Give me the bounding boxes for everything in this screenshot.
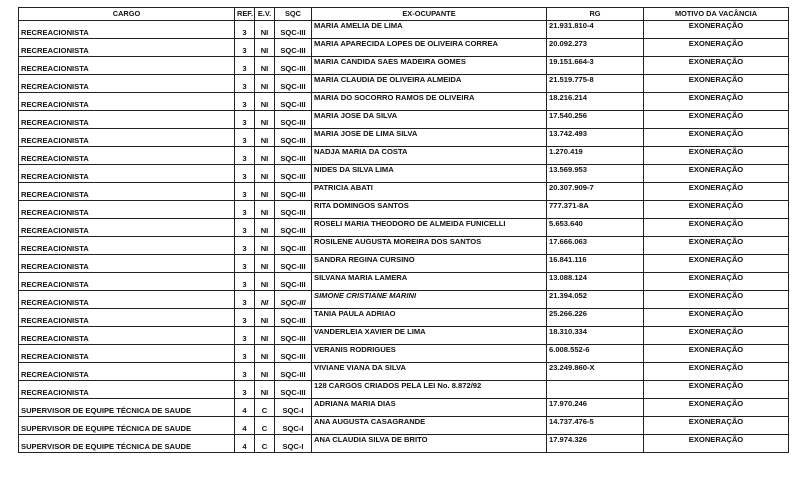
cell-cargo: RECREACIONISTA	[19, 309, 235, 327]
table-row	[19, 201, 789, 219]
cell-rg: 20.092.273	[547, 39, 644, 57]
table-row	[19, 237, 789, 255]
cell-cargo: RECREACIONISTA	[19, 147, 235, 165]
cell-cargo: RECREACIONISTA	[19, 165, 235, 183]
cell-ref: 3	[235, 165, 255, 183]
cell-rg: 17.666.063	[547, 237, 644, 255]
cell-ex-ocupante: MARIA DO SOCORRO RAMOS DE OLIVEIRA	[312, 93, 547, 111]
cell-ex-ocupante: ADRIANA MARIA DIAS	[312, 399, 547, 417]
cell-motivo: EXONERAÇÃO	[644, 129, 789, 147]
cell-motivo: EXONERAÇÃO	[644, 57, 789, 75]
table-row	[19, 39, 789, 57]
cell-cargo: RECREACIONISTA	[19, 183, 235, 201]
cell-sqc: SQC-III	[275, 183, 312, 201]
cell-ref: 3	[235, 129, 255, 147]
cell-sqc: SQC-III	[275, 57, 312, 75]
header-sqc: SQC	[275, 8, 312, 21]
cell-ex-ocupante: MARIA CLAUDIA DE OLIVEIRA ALMEIDA	[312, 75, 547, 93]
cell-ex-ocupante: SIMONE CRISTIANE MARINI	[312, 291, 547, 309]
cell-ev: NI	[255, 129, 275, 147]
cell-ex-ocupante: MARIA APARECIDA LOPES DE OLIVEIRA CORREA	[312, 39, 547, 57]
cell-cargo: RECREACIONISTA	[19, 39, 235, 57]
cell-ev: NI	[255, 291, 275, 309]
cell-cargo: RECREACIONISTA	[19, 93, 235, 111]
cell-ex-ocupante: ROSILENE AUGUSTA MOREIRA DOS SANTOS	[312, 237, 547, 255]
cell-motivo: EXONERAÇÃO	[644, 201, 789, 219]
cell-motivo: EXONERAÇÃO	[644, 273, 789, 291]
cell-ev: NI	[255, 57, 275, 75]
cell-motivo: EXONERAÇÃO	[644, 327, 789, 345]
cell-motivo: EXONERAÇÃO	[644, 219, 789, 237]
cell-ex-ocupante: SILVANA MARIA LAMERA	[312, 273, 547, 291]
cell-sqc: SQC-III	[275, 273, 312, 291]
cell-ref: 3	[235, 363, 255, 381]
cell-motivo: EXONERAÇÃO	[644, 363, 789, 381]
table-row	[19, 417, 789, 435]
cell-rg: 18.216.214	[547, 93, 644, 111]
cell-cargo: RECREACIONISTA	[19, 219, 235, 237]
table-row	[19, 93, 789, 111]
cell-ref: 3	[235, 39, 255, 57]
cell-ref: 3	[235, 93, 255, 111]
cell-sqc: SQC-III	[275, 75, 312, 93]
cell-ref: 3	[235, 111, 255, 129]
table-row	[19, 309, 789, 327]
cell-cargo: RECREACIONISTA	[19, 381, 235, 399]
table-row	[19, 345, 789, 363]
cell-ref: 4	[235, 399, 255, 417]
cell-ref: 3	[235, 237, 255, 255]
cell-ref: 3	[235, 309, 255, 327]
vacancy-table-sheet	[18, 7, 788, 453]
cell-ev: NI	[255, 93, 275, 111]
cell-ref: 3	[235, 201, 255, 219]
cell-cargo: RECREACIONISTA	[19, 327, 235, 345]
cell-cargo: RECREACIONISTA	[19, 201, 235, 219]
table-row	[19, 399, 789, 417]
cell-cargo: RECREACIONISTA	[19, 21, 235, 39]
cell-sqc: SQC-III	[275, 255, 312, 273]
cell-ref: 3	[235, 381, 255, 399]
cell-cargo: RECREACIONISTA	[19, 57, 235, 75]
vacancy-table	[18, 7, 789, 453]
table-body	[19, 21, 789, 453]
table-row	[19, 75, 789, 93]
cell-rg: 20.307.909-7	[547, 183, 644, 201]
cell-rg: 14.737.476-5	[547, 417, 644, 435]
cell-ref: 3	[235, 183, 255, 201]
cell-sqc: SQC-III	[275, 381, 312, 399]
cell-cargo: RECREACIONISTA	[19, 237, 235, 255]
cell-rg: 21.394.052	[547, 291, 644, 309]
cell-sqc: SQC-III	[275, 201, 312, 219]
cell-rg: 6.008.552-6	[547, 345, 644, 363]
cell-ev: NI	[255, 147, 275, 165]
cell-ev: NI	[255, 309, 275, 327]
cell-ex-ocupante: VERANIS RODRIGUES	[312, 345, 547, 363]
table-row	[19, 327, 789, 345]
cell-rg: 16.841.116	[547, 255, 644, 273]
cell-ev: NI	[255, 255, 275, 273]
cell-sqc: SQC-III	[275, 129, 312, 147]
header-motivo: MOTIVO DA VACÂNCIA	[644, 8, 789, 21]
cell-sqc: SQC-III	[275, 93, 312, 111]
cell-ev: NI	[255, 21, 275, 39]
cell-cargo: RECREACIONISTA	[19, 363, 235, 381]
cell-ex-ocupante: SANDRA REGINA CURSINO	[312, 255, 547, 273]
table-row	[19, 111, 789, 129]
cell-ref: 3	[235, 219, 255, 237]
cell-cargo: RECREACIONISTA	[19, 345, 235, 363]
cell-ev: NI	[255, 165, 275, 183]
table-row	[19, 291, 789, 309]
cell-motivo: EXONERAÇÃO	[644, 237, 789, 255]
cell-ex-ocupante: MARIA JOSE DE LIMA SILVA	[312, 129, 547, 147]
header-ex-ocupante: EX-OCUPANTE	[312, 8, 547, 21]
cell-motivo: EXONERAÇÃO	[644, 399, 789, 417]
cell-sqc: SQC-I	[275, 417, 312, 435]
header-ref: REF.	[235, 8, 255, 21]
cell-motivo: EXONERAÇÃO	[644, 165, 789, 183]
cell-motivo: EXONERAÇÃO	[644, 21, 789, 39]
cell-ref: 4	[235, 435, 255, 453]
cell-ex-ocupante: MARIA AMELIA DE LIMA	[312, 21, 547, 39]
header-row	[19, 8, 789, 21]
cell-ex-ocupante: ANA CLAUDIA SILVA DE BRITO	[312, 435, 547, 453]
cell-ev: NI	[255, 201, 275, 219]
cell-sqc: SQC-III	[275, 39, 312, 57]
cell-sqc: SQC-III	[275, 291, 312, 309]
cell-rg: 21.931.810-4	[547, 21, 644, 39]
cell-ref: 4	[235, 417, 255, 435]
table-row	[19, 363, 789, 381]
cell-sqc: SQC-I	[275, 435, 312, 453]
cell-ex-ocupante: 128 CARGOS CRIADOS PELA LEI No. 8.872/92	[312, 381, 547, 399]
table-row	[19, 273, 789, 291]
cell-cargo: RECREACIONISTA	[19, 111, 235, 129]
table-row	[19, 435, 789, 453]
cell-motivo: EXONERAÇÃO	[644, 111, 789, 129]
cell-rg: 18.310.334	[547, 327, 644, 345]
cell-sqc: SQC-III	[275, 111, 312, 129]
cell-rg: 17.970.246	[547, 399, 644, 417]
cell-ex-ocupante: VIVIANE VIANA DA SILVA	[312, 363, 547, 381]
cell-ev: NI	[255, 273, 275, 291]
cell-ex-ocupante: ROSELI MARIA THEODORO DE ALMEIDA FUNICELLI	[312, 219, 547, 237]
cell-ev: NI	[255, 219, 275, 237]
cell-motivo: EXONERAÇÃO	[644, 417, 789, 435]
cell-ev: NI	[255, 345, 275, 363]
cell-ex-ocupante: NADJA MARIA DA COSTA	[312, 147, 547, 165]
cell-sqc: SQC-III	[275, 219, 312, 237]
cell-cargo: SUPERVISOR DE EQUIPE TÉCNICA DE SAUDE	[19, 435, 235, 453]
cell-rg: 5.653.640	[547, 219, 644, 237]
cell-cargo: RECREACIONISTA	[19, 273, 235, 291]
header-ev: E.V.	[255, 8, 275, 21]
cell-cargo: RECREACIONISTA	[19, 255, 235, 273]
cell-ref: 3	[235, 147, 255, 165]
cell-ev: NI	[255, 363, 275, 381]
cell-rg: 19.151.664-3	[547, 57, 644, 75]
cell-ex-ocupante: VANDERLEIA XAVIER DE LIMA	[312, 327, 547, 345]
cell-ref: 3	[235, 75, 255, 93]
cell-rg: 25.266.226	[547, 309, 644, 327]
cell-sqc: SQC-I	[275, 399, 312, 417]
cell-sqc: SQC-III	[275, 309, 312, 327]
cell-motivo: EXONERAÇÃO	[644, 183, 789, 201]
table-row	[19, 219, 789, 237]
cell-ex-ocupante: ANA AUGUSTA CASAGRANDE	[312, 417, 547, 435]
cell-ref: 3	[235, 21, 255, 39]
cell-motivo: EXONERAÇÃO	[644, 309, 789, 327]
cell-ev: NI	[255, 75, 275, 93]
cell-ev: NI	[255, 327, 275, 345]
cell-ev: C	[255, 417, 275, 435]
cell-motivo: EXONERAÇÃO	[644, 93, 789, 111]
cell-sqc: SQC-III	[275, 345, 312, 363]
table-row	[19, 129, 789, 147]
cell-ex-ocupante: RITA DOMINGOS SANTOS	[312, 201, 547, 219]
cell-sqc: SQC-III	[275, 165, 312, 183]
cell-sqc: SQC-III	[275, 237, 312, 255]
cell-ex-ocupante: PATRICIA ABATI	[312, 183, 547, 201]
cell-sqc: SQC-III	[275, 147, 312, 165]
header-cargo: CARGO	[19, 8, 235, 21]
cell-ref: 3	[235, 291, 255, 309]
cell-motivo: EXONERAÇÃO	[644, 39, 789, 57]
cell-rg: 13.088.124	[547, 273, 644, 291]
cell-ev: C	[255, 399, 275, 417]
cell-rg: 13.569.953	[547, 165, 644, 183]
table-row	[19, 21, 789, 39]
cell-motivo: EXONERAÇÃO	[644, 291, 789, 309]
cell-rg: 17.974.326	[547, 435, 644, 453]
table-row	[19, 165, 789, 183]
cell-rg: 23.249.860-X	[547, 363, 644, 381]
cell-ev: NI	[255, 111, 275, 129]
table-row	[19, 147, 789, 165]
cell-ev: NI	[255, 183, 275, 201]
cell-sqc: SQC-III	[275, 21, 312, 39]
cell-ev: NI	[255, 237, 275, 255]
table-row	[19, 183, 789, 201]
cell-motivo: EXONERAÇÃO	[644, 147, 789, 165]
cell-rg	[547, 381, 644, 399]
cell-ev: C	[255, 435, 275, 453]
cell-rg: 1.270.419	[547, 147, 644, 165]
cell-motivo: EXONERAÇÃO	[644, 381, 789, 399]
cell-rg: 21.519.775-8	[547, 75, 644, 93]
cell-cargo: RECREACIONISTA	[19, 129, 235, 147]
cell-ref: 3	[235, 255, 255, 273]
cell-ex-ocupante: MARIA CANDIDA SAES MADEIRA GOMES	[312, 57, 547, 75]
cell-cargo: RECREACIONISTA	[19, 291, 235, 309]
cell-ref: 3	[235, 57, 255, 75]
cell-motivo: EXONERAÇÃO	[644, 345, 789, 363]
cell-motivo: EXONERAÇÃO	[644, 255, 789, 273]
table-row	[19, 255, 789, 273]
table-row	[19, 57, 789, 75]
cell-ref: 3	[235, 345, 255, 363]
cell-sqc: SQC-III	[275, 327, 312, 345]
cell-cargo: SUPERVISOR DE EQUIPE TÉCNICA DE SAUDE	[19, 417, 235, 435]
cell-motivo: EXONERAÇÃO	[644, 435, 789, 453]
cell-ref: 3	[235, 273, 255, 291]
cell-ev: NI	[255, 39, 275, 57]
cell-rg: 17.540.256	[547, 111, 644, 129]
header-rg: RG	[547, 8, 644, 21]
cell-rg: 13.742.493	[547, 129, 644, 147]
cell-ex-ocupante: NIDES DA SILVA LIMA	[312, 165, 547, 183]
cell-ex-ocupante: TANIA PAULA ADRIAO	[312, 309, 547, 327]
cell-rg: 777.371-8A	[547, 201, 644, 219]
cell-cargo: RECREACIONISTA	[19, 75, 235, 93]
cell-ex-ocupante: MARIA JOSE DA SILVA	[312, 111, 547, 129]
cell-cargo: SUPERVISOR DE EQUIPE TÉCNICA DE SAUDE	[19, 399, 235, 417]
cell-motivo: EXONERAÇÃO	[644, 75, 789, 93]
cell-sqc: SQC-III	[275, 363, 312, 381]
cell-ref: 3	[235, 327, 255, 345]
table-row	[19, 381, 789, 399]
cell-ev: NI	[255, 381, 275, 399]
